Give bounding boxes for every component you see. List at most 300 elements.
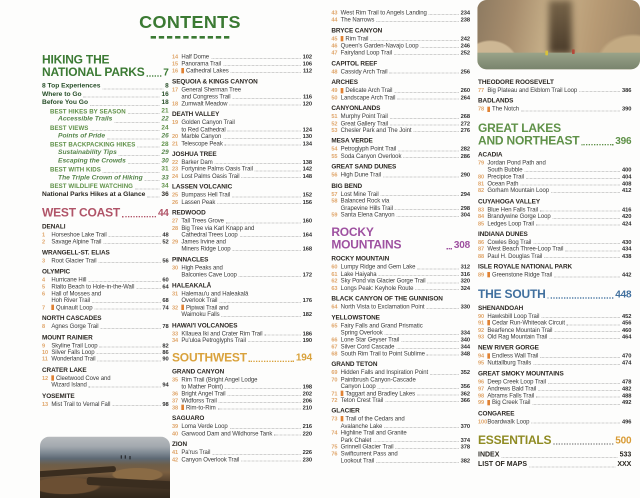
trail-page-number: 256	[460, 68, 471, 75]
trail-number: 87	[478, 245, 485, 253]
trail-entry	[42, 342, 169, 349]
trail-number: 38	[172, 404, 179, 411]
trail-page-number: 112	[302, 67, 313, 74]
trail-page-number: 116	[302, 93, 313, 100]
trail-entry	[478, 399, 631, 406]
trail-entry	[172, 119, 312, 133]
entry-page-number: 30	[161, 157, 169, 165]
trail-last-line	[181, 140, 312, 147]
trail-last-line	[487, 312, 631, 319]
trail-name-text: High Peaks and	[181, 264, 223, 271]
trail-page-number: 106	[302, 60, 313, 67]
trail-last-line	[341, 120, 470, 127]
trail-body	[487, 87, 631, 94]
park-group	[172, 256, 312, 278]
entry-page-number: 28	[161, 140, 169, 148]
trail-body	[341, 153, 470, 160]
trail-entry	[478, 87, 631, 94]
trail-page-number: 488	[621, 391, 632, 399]
trail-last-line	[341, 35, 470, 42]
trail-page-number: 152	[302, 191, 313, 199]
trail-body	[341, 277, 470, 284]
dot-leader	[414, 132, 459, 133]
trail-last-line	[181, 456, 312, 463]
trail-body	[181, 238, 312, 252]
trail-body	[341, 343, 470, 350]
trail-number: 30	[172, 264, 179, 271]
trail-entry	[42, 400, 169, 407]
trail-name-text: Trail of the Cedars and	[345, 415, 405, 423]
trail-last-line	[341, 369, 470, 376]
trail-entry	[172, 404, 312, 411]
trail-body	[487, 159, 631, 173]
trail-number: 99	[478, 398, 485, 406]
trail-body	[181, 100, 312, 107]
trail-body	[341, 390, 470, 397]
trail-last-line	[181, 271, 312, 278]
park-group	[172, 368, 312, 411]
trail-page-number: 424	[621, 219, 632, 227]
dot-leader	[101, 328, 161, 329]
park-group	[331, 60, 470, 75]
trail-number: 64	[331, 303, 338, 310]
trail-name-text: Old Rag Mountain Trail	[487, 333, 548, 340]
trail-last-line	[341, 68, 470, 75]
trail-page-number: 202	[302, 390, 313, 397]
trail-entry	[331, 153, 470, 160]
trail-last-line	[341, 443, 470, 450]
trail-entry	[331, 450, 470, 464]
toc-column-1	[42, 53, 169, 407]
park-name: ARCHES	[331, 78, 358, 87]
trail-name-text: Fairyland Loop Trail	[340, 49, 393, 56]
trail-last-line	[181, 231, 312, 238]
trail-entry	[42, 304, 169, 311]
trail-last-line	[51, 304, 168, 311]
trail-name-text: Blue Hen Falls Trail	[487, 205, 539, 213]
trail-page-number: 294	[460, 190, 471, 198]
park-name: ROCKY MOUNTAIN	[331, 255, 390, 263]
trail-body	[341, 9, 470, 16]
trail-body	[487, 272, 631, 279]
dot-leader	[89, 386, 161, 387]
dot-leader	[551, 192, 620, 193]
section-heading	[42, 53, 169, 78]
dot-leader	[233, 250, 301, 251]
dot-leader	[223, 65, 301, 66]
trail-entry	[42, 290, 169, 304]
entry-label: Where to Go	[42, 90, 82, 98]
park-name: MESA VERDE	[331, 137, 373, 145]
trail-page-number: 48	[162, 231, 169, 239]
frontmatter-entry	[42, 99, 169, 107]
trail-entry	[331, 284, 470, 291]
trail-body	[181, 173, 312, 180]
trail-name-text: and Congress Trail	[181, 93, 231, 100]
entry-page-number: 533	[619, 450, 632, 459]
trail-entry	[331, 211, 470, 218]
trail-last-line	[181, 53, 312, 60]
trail-page-number: 78	[162, 322, 169, 330]
trail-number: 65	[331, 322, 338, 329]
trail-page-number: 330	[460, 303, 471, 310]
trail-name-text: The Notch	[492, 105, 520, 113]
trail-name-text: Half Dome	[181, 53, 210, 61]
trail-body	[487, 392, 631, 399]
trail-page-number: 442	[621, 271, 632, 279]
frontmatter-entry	[42, 165, 169, 173]
trail-entry	[172, 217, 312, 224]
trail-page-number: 168	[302, 245, 313, 252]
best-hike-marker-icon	[51, 305, 54, 310]
trail-body	[341, 120, 470, 127]
trail-body	[341, 369, 470, 376]
entry-label: BEST BACKPACKING HIKES	[50, 141, 136, 148]
trail-number: 88	[478, 252, 485, 260]
trail-name-text: Rim Trail (Bright Angel Lodge	[181, 376, 258, 383]
trail-entry	[478, 418, 631, 425]
trail-number: 89	[478, 271, 485, 279]
trail-last-line	[181, 397, 312, 404]
dot-leader	[394, 92, 458, 93]
trail-body	[51, 257, 168, 264]
trail-number: 85	[478, 219, 485, 227]
trail-number: 82	[478, 186, 485, 194]
trail-body	[181, 67, 312, 74]
trail-last-line	[341, 16, 470, 23]
dot-leader	[549, 338, 620, 339]
trail-name-text: Overlook Trail	[181, 296, 218, 304]
frontmatter-entry	[42, 107, 169, 115]
trail-page-number: 82	[162, 341, 169, 349]
dot-leader	[112, 405, 160, 406]
trail-body	[487, 239, 631, 246]
trail-entry	[331, 416, 470, 430]
trail-number: 1	[42, 231, 46, 239]
best-hike-marker-icon	[181, 68, 184, 73]
trail-name-text: Rim Trail	[345, 35, 369, 42]
dot-leader	[248, 342, 301, 343]
trail-number: 71	[331, 389, 338, 397]
best-hike-marker-icon	[341, 88, 344, 93]
trail-page-number: 134	[302, 139, 313, 147]
trail-name-text: Paintbrush Canyon-Cascade	[340, 375, 416, 383]
park-group	[42, 367, 169, 389]
trail-entry	[172, 397, 312, 404]
trail-body	[51, 323, 168, 330]
park-name: NORTH CASCADES	[42, 314, 102, 323]
park-name: MOUNT RAINIER	[42, 333, 93, 342]
trail-name-text: Cathedral Lakes	[186, 67, 229, 74]
frontmatter-entry	[42, 124, 169, 132]
trail-entry	[331, 127, 470, 134]
trail-last-line	[51, 257, 168, 264]
trail-entry	[331, 397, 470, 404]
dot-leader	[232, 196, 300, 197]
dot-leader	[229, 105, 300, 106]
park-name: REDWOOD	[172, 209, 206, 217]
trail-entry	[42, 356, 169, 363]
trail-name-text: Hawksbill Loop Trail	[487, 312, 540, 320]
trail-name-text: Deep Creek Loop Trail	[487, 378, 546, 385]
trail-number: 84	[478, 212, 485, 220]
trail-name-text: Fortynine Palms Oasis Trail	[181, 165, 253, 173]
trail-last-line	[341, 343, 470, 350]
trail-entry	[331, 94, 470, 101]
section-heading	[172, 352, 312, 365]
trail-name-text: Cassidy Arch Trail	[340, 68, 388, 75]
trail-last-line	[487, 272, 631, 279]
trail-body	[487, 399, 631, 406]
trail-name-line	[181, 119, 312, 126]
index-entry	[478, 450, 631, 459]
trail-entry	[172, 192, 312, 199]
trail-last-line	[181, 173, 312, 180]
trail-entry	[172, 86, 312, 100]
entry-label: The Triple Crown of Hiking	[58, 173, 143, 182]
dot-leader	[223, 138, 300, 139]
dot-leader	[249, 361, 294, 362]
trail-page-number: 172	[302, 271, 313, 278]
park-name: ISLE ROYALE NATIONAL PARK	[478, 263, 573, 271]
trail-last-line	[51, 349, 168, 356]
trail-number: 52	[331, 119, 338, 127]
trail-entry	[331, 336, 470, 343]
frontmatter-entry	[42, 149, 169, 157]
park-group	[331, 361, 470, 404]
trail-entry	[42, 231, 169, 238]
park-group	[478, 98, 631, 113]
dot-leader	[119, 155, 160, 156]
trail-name-text: Lost Palms Oasis Trail	[181, 172, 240, 180]
trail-number: 61	[331, 270, 338, 278]
trail-name-text: Halemau'u and Haleakalā	[181, 289, 249, 297]
trail-name-text: Barker Dam	[181, 158, 213, 166]
trail-page-number: 252	[460, 49, 471, 56]
trail-entry	[478, 253, 631, 260]
trail-number: 15	[172, 60, 179, 67]
trail-number: 56	[331, 171, 338, 179]
dot-leader	[370, 40, 458, 41]
trail-last-line	[487, 418, 631, 425]
park-group	[42, 334, 169, 363]
trail-name-text: Golden Canyon Trail	[181, 118, 235, 126]
park-group	[478, 231, 631, 260]
entry-page-number: 29	[161, 148, 169, 157]
trail-name-text: Rim-to-Rim	[186, 404, 216, 411]
section-heading-row	[42, 207, 169, 220]
dot-leader	[417, 268, 458, 269]
trail-entry	[478, 173, 631, 180]
section-heading-label: SOUTHWEST	[172, 350, 247, 365]
dot-leader	[565, 251, 620, 252]
trail-entry	[331, 49, 470, 56]
trail-number: 14	[172, 53, 179, 61]
canyon-crevice	[549, 0, 572, 54]
park-name: DENALI	[42, 223, 66, 231]
trail-name-line	[51, 290, 168, 297]
entry-label: LIST OF MAPS	[478, 460, 528, 469]
dot-leader	[98, 262, 160, 263]
park-name: BRYCE CANYON	[331, 27, 383, 35]
trail-last-line	[181, 100, 312, 107]
park-group	[331, 164, 470, 179]
trail-name-text: Garwood Dam and Wildhorse Tank	[181, 429, 273, 437]
trail-name-text: Grinnell Glacier Trail	[340, 443, 394, 451]
park-group	[478, 304, 631, 340]
trail-entry	[331, 120, 470, 127]
trail-name-text: Jordan Pond Path and	[487, 159, 546, 166]
trail-last-line	[181, 337, 312, 344]
dot-leader	[212, 454, 300, 455]
trail-last-line	[487, 180, 631, 187]
contents-header	[133, 12, 246, 39]
trail-name-text: Skyline Trail Loop	[51, 341, 98, 349]
trail-name-text: North Vista to Exclamation Point	[340, 303, 425, 310]
section-heading	[478, 122, 631, 147]
trail-page-number: 260	[460, 86, 471, 94]
trail-body	[341, 450, 470, 464]
section-heading	[478, 288, 631, 301]
frontmatter-entry	[42, 174, 169, 182]
trail-last-line	[341, 9, 470, 16]
trail-page-number: 400	[621, 166, 632, 173]
trail-page-number: 464	[621, 333, 632, 340]
trail-name-text: Highline Trail and Granite	[340, 429, 407, 437]
trail-name-text: Miners Ridge Loop	[181, 245, 231, 252]
trail-number: 36	[172, 390, 179, 397]
trail-page-number: 334	[460, 329, 471, 336]
best-hike-marker-icon	[487, 353, 490, 358]
park-name: CAPITOL REEF	[331, 60, 378, 68]
dot-leader	[373, 441, 458, 442]
trail-body	[341, 42, 470, 49]
trail-number: 46	[331, 42, 338, 49]
trail-number: 37	[172, 397, 179, 404]
trail-page-number: 382	[460, 457, 471, 464]
trail-entry	[478, 333, 631, 340]
trail-entry	[172, 456, 312, 463]
trail-page-number: 74	[162, 303, 169, 311]
trail-name-text: Lassen Peak	[181, 198, 216, 206]
trail-entry	[172, 140, 312, 147]
trail-last-line	[487, 326, 631, 333]
dot-leader	[122, 216, 156, 217]
trail-name-text: Mist Trail to Vernal Fall	[51, 400, 111, 408]
trail-number: 9	[42, 341, 46, 349]
trail-page-number: 438	[621, 252, 632, 260]
trail-name-text: Brandywine Gorge Loop	[487, 212, 551, 220]
trail-entry	[42, 276, 169, 283]
trail-number: 75	[331, 443, 338, 451]
trail-body	[341, 443, 470, 450]
section-page-number: 308	[453, 239, 471, 251]
dot-leader	[385, 334, 459, 335]
trail-entry	[42, 283, 169, 290]
dot-leader	[533, 364, 620, 365]
dot-leader	[415, 289, 458, 290]
dot-leader	[107, 138, 160, 139]
best-hike-marker-icon	[487, 272, 490, 277]
trail-name-line	[341, 197, 470, 204]
trail-name-text: Telescope Peak	[181, 139, 223, 147]
trail-name-text: Big Creek Trail	[492, 398, 531, 406]
trail-page-number: 282	[460, 145, 471, 153]
trail-number: 63	[331, 284, 338, 292]
trail-number: 58	[331, 197, 338, 205]
trail-last-line	[51, 238, 168, 245]
trail-number: 3	[42, 257, 46, 264]
section-page-number: 396	[615, 135, 632, 147]
trail-last-line	[341, 397, 470, 404]
trail-number: 69	[331, 368, 338, 376]
park-name: CONGAREE	[478, 409, 515, 418]
trail-name-text: Canyon Overlook Trail	[181, 455, 240, 463]
trail-page-number: 210	[302, 404, 313, 411]
trail-entry	[42, 323, 169, 330]
trail-body	[51, 349, 168, 356]
dot-leader	[532, 404, 620, 405]
trail-entry	[331, 172, 470, 179]
trail-number: 100	[478, 417, 488, 425]
trail-page-number: 416	[621, 205, 632, 213]
trail-entry	[172, 238, 312, 252]
trail-last-line	[181, 297, 312, 304]
trail-entry	[478, 220, 631, 227]
trail-page-number: 206	[302, 397, 313, 404]
entry-page-number: 18	[161, 98, 169, 107]
best-hike-marker-icon	[181, 405, 184, 410]
trail-body	[487, 319, 631, 326]
trail-page-number: 242	[460, 35, 471, 42]
trail-number: 86	[478, 238, 485, 246]
dot-leader	[128, 163, 160, 164]
dot-leader	[398, 151, 458, 152]
trail-last-line	[341, 211, 470, 218]
trail-last-line	[51, 342, 168, 349]
trail-last-line	[341, 153, 470, 160]
trail-number: 6	[42, 290, 46, 297]
park-group	[172, 322, 312, 344]
park-name: ACADIA	[478, 151, 503, 159]
dot-leader	[100, 347, 161, 348]
trail-page-number: 340	[460, 336, 471, 343]
trail-last-line	[51, 400, 168, 407]
trail-page-number: 264	[460, 93, 471, 101]
trail-name-text: Pipiwai Trail and	[186, 303, 229, 311]
dot-leader	[536, 397, 620, 398]
trail-name-line	[341, 450, 470, 457]
dot-leader	[383, 176, 459, 177]
trail-number: 5	[42, 283, 46, 290]
trail-entry	[172, 224, 312, 238]
trail-body	[51, 342, 168, 349]
dot-leader	[531, 423, 620, 424]
trail-page-number: 496	[621, 417, 632, 425]
trail-entry	[478, 106, 631, 113]
trail-body	[181, 60, 312, 67]
dot-leader	[429, 14, 459, 15]
section-heading	[331, 226, 470, 251]
trail-name-line	[181, 264, 312, 271]
dot-leader	[241, 461, 300, 462]
trail-last-line	[181, 390, 312, 397]
trail-last-line	[181, 430, 312, 437]
trail-number: 57	[331, 190, 338, 198]
trail-name-text: Root Glacier Trail	[51, 257, 97, 264]
section-page-number: 500	[615, 434, 632, 447]
trail-name-text: Great Gallery Trail	[340, 119, 389, 127]
